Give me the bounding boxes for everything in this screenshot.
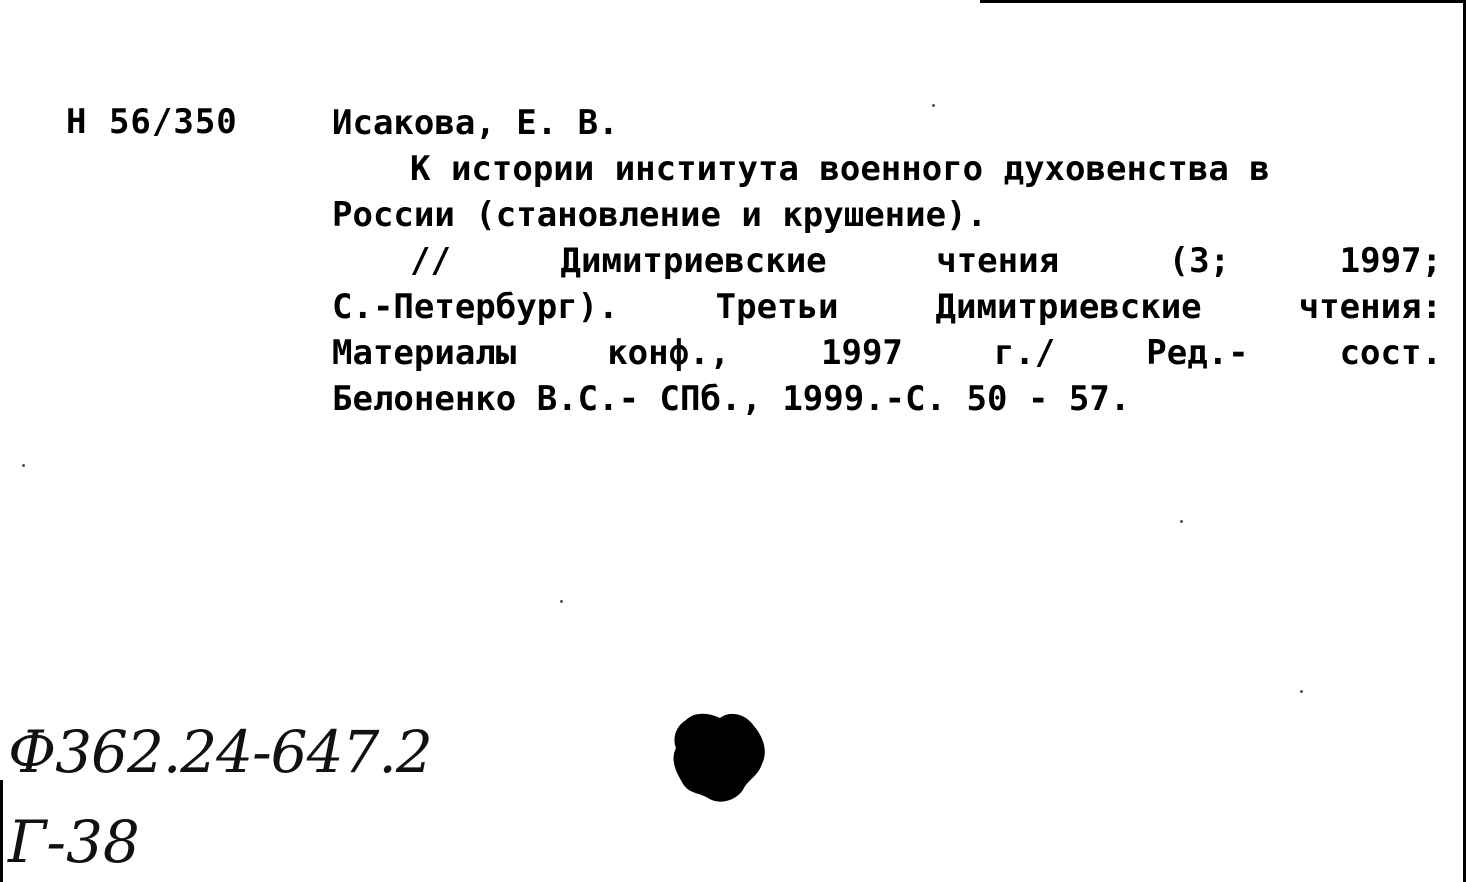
source-line-3: [332, 330, 1442, 376]
bibliographic-entry: [332, 100, 1442, 422]
source-word: чтения: [936, 241, 1060, 281]
title-line-2: России (становление и крушение).: [332, 195, 988, 235]
source-word: //: [410, 241, 451, 281]
source-line-4: Белоненко В.С.- СПб., 1999.-С. 50 - 57.: [332, 379, 1131, 419]
source-word: Материалы: [332, 333, 517, 373]
source-word: С.-Петербург).: [332, 287, 619, 327]
author-heading: Исакова, Е. В.: [332, 103, 619, 143]
title-line-1: К истории института военного духовенства в: [410, 149, 1270, 189]
source-line-2: [332, 284, 1442, 330]
ink-stamp-blot: [668, 708, 768, 806]
source-word: г./: [993, 333, 1056, 373]
card-left-edge: [0, 780, 3, 882]
handwritten-classification: Ф362.24-647.2: [8, 718, 432, 786]
source-word: чтения:: [1298, 287, 1442, 327]
paper-speck: [560, 600, 563, 603]
source-line-1: [332, 238, 1442, 284]
source-word: Димитриевские: [935, 287, 1202, 327]
handwritten-author-mark: Г-38: [8, 808, 140, 876]
source-word: Ред.-: [1146, 333, 1249, 373]
paper-speck: [1300, 690, 1303, 693]
paper-speck: [1180, 520, 1183, 523]
source-word: (3;: [1168, 241, 1231, 281]
paper-speck: [22, 464, 25, 467]
card-top-edge: [980, 0, 1466, 3]
shelfmark: Н 56/350: [66, 102, 238, 142]
paper-speck: [932, 104, 935, 107]
source-word: Третьи: [715, 287, 839, 327]
source-word: 1997;: [1339, 241, 1442, 281]
source-word: сост.: [1339, 333, 1442, 373]
source-word: Димитриевские: [560, 241, 827, 281]
source-word: конф.,: [607, 333, 731, 373]
source-word: 1997: [821, 333, 903, 373]
